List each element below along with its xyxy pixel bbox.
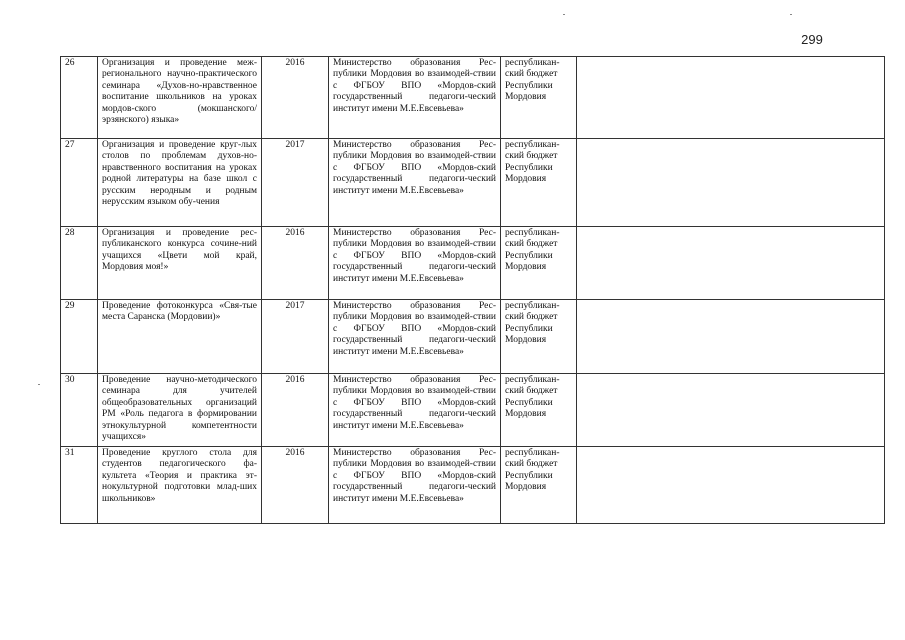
funding-cell: республикан-ский бюджет Республики Мордовия <box>501 374 577 447</box>
table-row <box>61 57 885 139</box>
table-row <box>61 374 885 447</box>
funding-cell: республикан-ский бюджет Республики Мордовия <box>501 300 577 374</box>
row-number: 27 <box>61 139 98 227</box>
event-cell: Проведение научно-методического семинара для учителей общеобразовательных организаций РМ «Роль педагога в формировании этнокультурной компетентности учащихся» <box>98 374 262 447</box>
executor-cell: Министерство образования Рес-публики Мордовия во взаимодей-ствии с ФГБОУ ВПО «Мордов-ский государственный педагоги-ческий институт имени М.Е.Евсевьева» <box>329 57 501 139</box>
page-number: 299 <box>801 32 823 47</box>
table-row <box>61 227 885 300</box>
year-cell: 2016 <box>262 227 329 300</box>
funding-cell: республикан-ский бюджет Республики Мордовия <box>501 139 577 227</box>
notes-cell <box>577 139 885 227</box>
year-cell: 2017 <box>262 139 329 227</box>
notes-cell <box>577 374 885 447</box>
activities-table <box>60 56 885 524</box>
row-number: 28 <box>61 227 98 300</box>
funding-cell: республикан-ский бюджет Республики Мордовия <box>501 447 577 524</box>
executor-cell: Министерство образования Рес-публики Мордовия во взаимодей-ствии с ФГБОУ ВПО «Мордов-ский государственный педагоги-ческий институт имени М.Е.Евсевьева» <box>329 447 501 524</box>
executor-cell: Министерство образования Рес-публики Мордовия во взаимодей-ствии с ФГБОУ ВПО «Мордов-ский государственный педагоги-ческий институт имени М.Е.Евсевьева» <box>329 139 501 227</box>
notes-cell <box>577 57 885 139</box>
row-number: 26 <box>61 57 98 139</box>
event-cell: Организация и проведение круг-лых столов по проблемам духов-но-нравственного воспитания на уроках родной литературы на базе школ с русским неродным и родным нерусским языком обу-чения <box>98 139 262 227</box>
table-row <box>61 139 885 227</box>
funding-cell: республикан-ский бюджет Республики Мордовия <box>501 57 577 139</box>
executor-cell: Министерство образования Рес-публики Мордовия во взаимодей-ствии с ФГБОУ ВПО «Мордов-ский государственный педагоги-ческий институт имени М.Е.Евсевьева» <box>329 374 501 447</box>
funding-cell: республикан-ский бюджет Республики Мордовия <box>501 227 577 300</box>
row-number: 29 <box>61 300 98 374</box>
event-cell: Проведение круглого стола для студентов педагогического фа-культета «Теория и практика эт-нокультурной подготовки млад-ших школьников» <box>98 447 262 524</box>
notes-cell <box>577 227 885 300</box>
scan-speck <box>790 14 792 15</box>
executor-cell: Министерство образования Рес-публики Мордовия во взаимодей-ствии с ФГБОУ ВПО «Мордов-ский государственный педагоги-ческий институт имени М.Е.Евсевьева» <box>329 227 501 300</box>
year-cell: 2017 <box>262 300 329 374</box>
scan-speck <box>563 14 565 15</box>
event-cell: Проведение фотоконкурса «Свя-тые места Саранска (Мордовии)» <box>98 300 262 374</box>
notes-cell <box>577 447 885 524</box>
scan-speck <box>38 384 40 385</box>
year-cell: 2016 <box>262 57 329 139</box>
year-cell: 2016 <box>262 447 329 524</box>
row-number: 31 <box>61 447 98 524</box>
year-cell: 2016 <box>262 374 329 447</box>
event-cell: Организация и проведение рес-публиканского конкурса сочине-ний учащихся «Цвети мой край, Мордовия моя!» <box>98 227 262 300</box>
notes-cell <box>577 300 885 374</box>
row-number: 30 <box>61 374 98 447</box>
table-row <box>61 300 885 374</box>
table-row <box>61 447 885 524</box>
executor-cell: Министерство образования Рес-публики Мордовия во взаимодей-ствии с ФГБОУ ВПО «Мордов-ский государственный педагоги-ческий институт имени М.Е.Евсевьева» <box>329 300 501 374</box>
event-cell: Организация и проведение меж-регионального научно-практического семинара «Духов-но-нравственное воспитание школьников на уроках мордов-ского (мокшанского/эрзянского) языка» <box>98 57 262 139</box>
